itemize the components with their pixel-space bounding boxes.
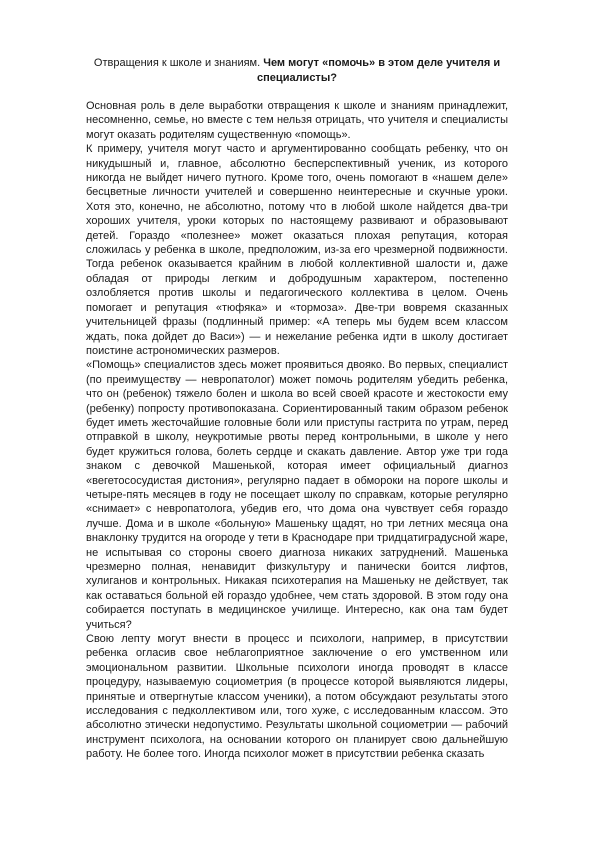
paragraph-1: Основная роль в деле выработки отвращения к школе и знаниям принадлежит, несомненно, семье, но вместе с тем нельзя отрицать, что учителя и специалисты могут оказать родителям существенную «помощь».: [86, 100, 508, 141]
paragraph-3: «Помощь» специалистов здесь может проявиться двояко. Во первых, специалист (по преимуществу — невропатолог) может помочь родителям убедить ребенка, что он (ребенок) тяжело болен и школа во всей своей красоте и жестокости ему (ребенку) попросту противопоказана. Сориентированный таким образом ребенок будет иметь жесточайшие головные боли или приступы гастрита по утрам, перед отправкой в школу, неукротимые рвоты перед контрольными, в школе у него будет кружиться голова, болеть сердце и скакать давление. Автор уже три года знаком с девочкой Машенькой, которая имеет официальный диагноз «вегетососудистая дистония», регулярно падает в обмороки на пороге школы и четыре-пять месяцев в году не посещает школу по справкам, которые регулярно «снимает» с невропатолога, убедив его, что дома она чувствует себя гораздо лучше. Дома и в школе «больную» Машеньку щадят, но три летних месяца она внаклонку трудится на огороде у тети в Краснодаре при тридцатиградусной жаре, не испытывая со стороны своего диагноза никаких затруднений. Машенька чрезмерно полная, ненавидит физкультуру и панически боится лифтов, хулиганов и контрольных. Никакая психотерапия на Машеньку не действует, так как оставаться больной ей гораздо удобнее, чем стать здоровой. В этом году она собирается поступать в медицинское училище. Интересно, как она там будет учиться?: [86, 359, 508, 631]
document-title: [86, 56, 508, 86]
paragraph-2: К примеру, учителя могут часто и аргументированно сообщать ребенку, что он никудышный и, главное, абсолютно бесперспективный ученик, из которого никогда не выйдет ничего путного. Кроме того, очень помогают в «нашем деле» бесцветные личности учителей и совершенно неинтересные и скучные уроки. Хотя это, конечно, не абсолютно, потому что в любой школе найдется два-три хороших учителя, уроки которых по настоящему развивают и образовывают детей. Гораздо «полезнее» может оказаться плохая репутация, которая сложилась у ребенка в школе, предположим, из-за его чрезмерной подвижности. Тогда ребенок оказывается крайним в любой коллективной шалости и, даже обладая от природы легким и добродушным характером, постепенно озлобляется против школы и педагогического коллектива в целом. Очень помогает и репутация «тюфяка» и «тормоза». Две-три вовремя сказанных учительницей фразы (подлинный пример: «А теперь мы будем всем классом ждать, пока дойдет до Васи») — и нежелание ребенка идти в школу достигает поистине астрономических размеров.: [86, 143, 508, 357]
document-body: [86, 99, 508, 762]
paragraph-4: Свою лепту могут внести в процесс и психологи, например, в присутствии ребенка огласив свое неблагоприятное заключение о его умственном или эмоциональном развитии. Школьные психологи иногда проводят в классе процедуру, называемую социометрия (в процессе которой выявляются лидеры, принятые и отвергнутые классом ученики), а потом обсуждают результаты этого исследования с педколлективом или, того хуже, с исследованным классом. Это абсолютно этически недопустимо. Результаты школьной социометрии — рабочий инструмент психолога, на основании которого он планирует свою дальнейшую работу. Не более того. Иногда психолог может в присутствии ребенка сказать: [86, 633, 508, 761]
title-regular: Отвращения к школе и знаниям.: [93, 57, 261, 69]
title-bold: Чем могут «помочь» в этом деле учителя и специалисты?: [257, 57, 501, 84]
